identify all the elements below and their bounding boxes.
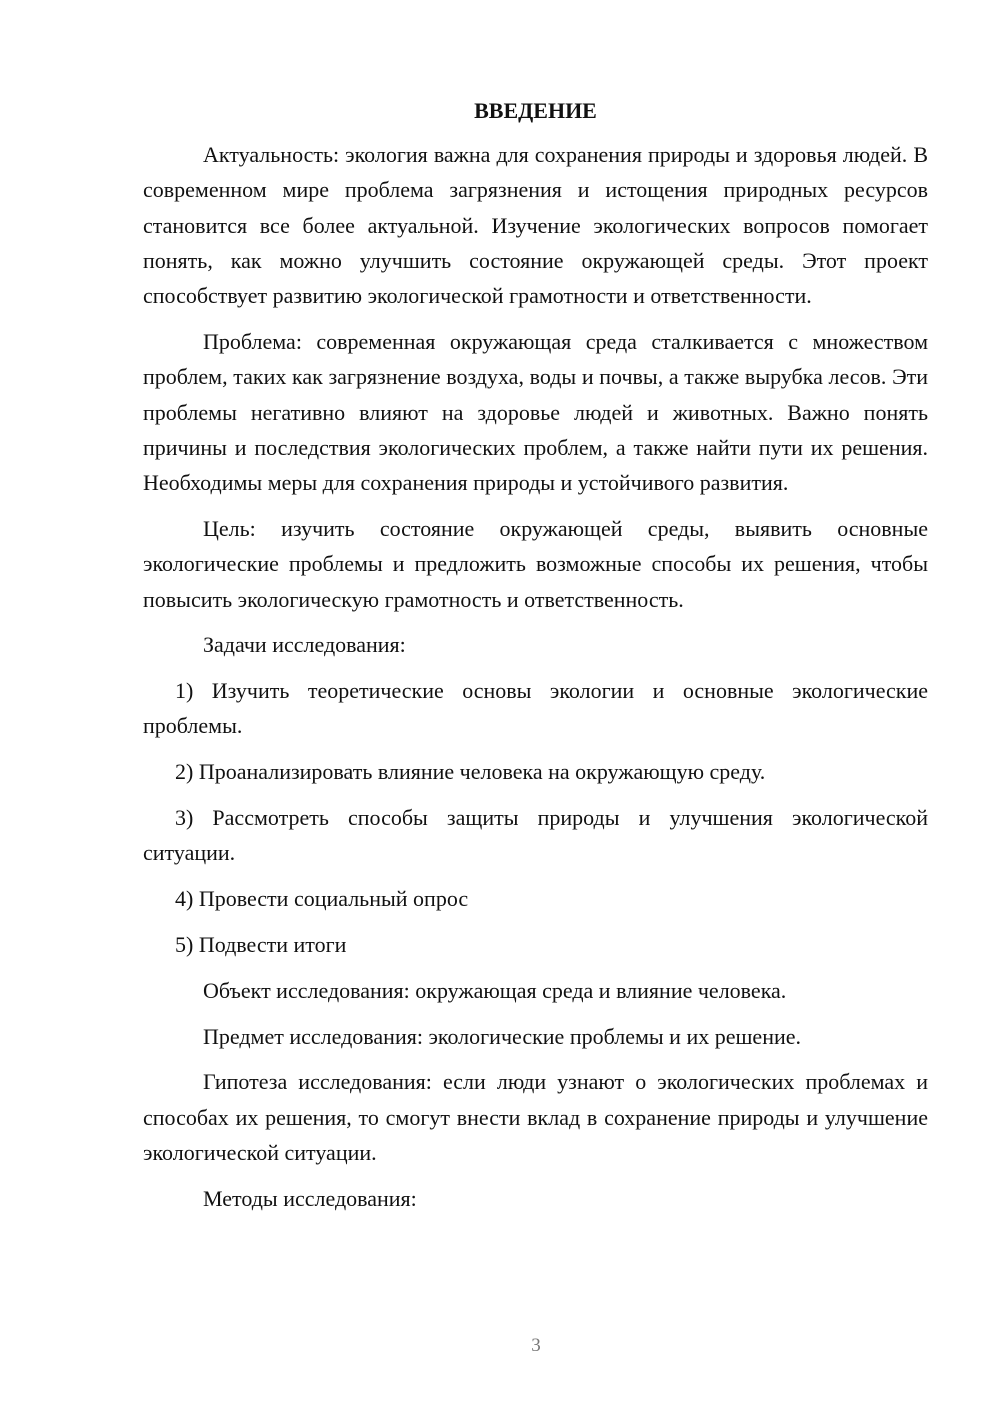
page-number: 3 (531, 1335, 541, 1356)
tasks-title: Задачи исследования: (203, 632, 406, 658)
hypothesis-paragraph: Гипотеза исследования: если люди узнают о экологических проблемах и способах их решения, то смогут внести вклад в сохранение природы и улучшение экологической ситуации. (143, 1069, 928, 1165)
page-content (143, 95, 928, 1227)
subject-paragraph: Предмет исследования: экологические проблемы и их решение. (203, 1023, 802, 1049)
task-item-3: 3) Рассмотреть способы защиты природы и улучшения экологической ситуации. (143, 805, 928, 866)
task-item-1: 1) Изучить теоретические основы экологии и основные экологические проблемы. (143, 678, 928, 739)
relevance-paragraph: Актуальность: экология важна для сохранения природы и здоровья людей. В современном мире проблема загрязнения и истощения природных ресурсов становится все более актуальной. Изучение экологических вопросов помогает понять, как можно улучшить состояние окружающей среды. Этот проект способствует развитию экологической грамотности и ответственности. (143, 142, 928, 309)
object-paragraph: Объект исследования: окружающая среда и влияние человека. (203, 977, 787, 1003)
problem-paragraph: Проблема: современная окружающая среда сталкивается с множеством проблем, таких как загрязнение воздуха, воды и почвы, а также вырубка лесов. Эти проблемы негативно влияют на здоровье людей и животных. Важно понять причины и последствия экологических проблем, а также найти пути их решения. Необходимы меры для сохранения природы и устойчивого развития. (143, 328, 928, 496)
task-item-2: 2) Проанализировать влияние человека на окружающую среду. (175, 759, 766, 785)
section-heading: ВВЕДЕНИЕ (474, 98, 597, 123)
goal-paragraph: Цель: изучить состояние окружающей среды, выявить основные экологические проблемы и предложить возможные способы их решения, чтобы повысить экологическую грамотность и ответственность. (143, 515, 928, 612)
methods-title: Методы исследования: (203, 1185, 417, 1211)
task-item-4: 4) Провести социальный опрос (175, 886, 469, 912)
task-item-5: 5) Подвести итоги (175, 931, 347, 957)
